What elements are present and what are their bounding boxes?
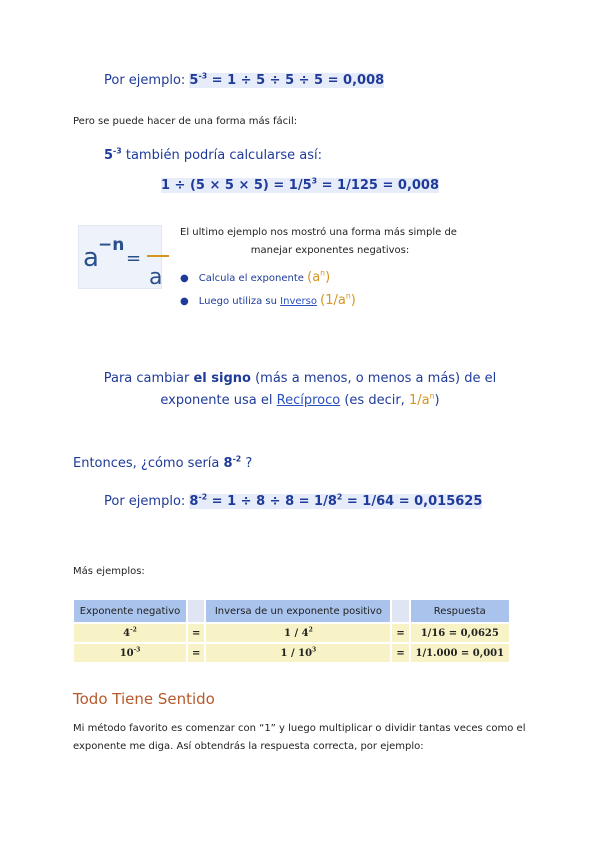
cell-inverse-exp: 3 bbox=[312, 646, 317, 654]
example-3-formula bbox=[189, 494, 482, 509]
question-base: 8 bbox=[223, 456, 233, 471]
example-1-base: 5 bbox=[189, 73, 199, 88]
example-3-label: Por ejemplo: bbox=[104, 494, 186, 509]
formula-image-exp: −n bbox=[98, 235, 125, 255]
cell-eq: = bbox=[188, 624, 204, 642]
formula-image-eq: = bbox=[126, 248, 142, 269]
inverso-link[interactable]: Inverso bbox=[280, 296, 317, 307]
cell-eq: = bbox=[392, 644, 408, 662]
bullet-list bbox=[180, 270, 356, 316]
cell-negative-base: 10 bbox=[119, 647, 134, 659]
cell-eq: = bbox=[392, 624, 408, 642]
bullet-1-paren-open: ( bbox=[307, 270, 313, 285]
example-1-exp: -3 bbox=[198, 71, 208, 81]
example-2-formula-b: = 1/125 = 0,008 bbox=[317, 178, 440, 193]
example-2-formula-exp: 3 bbox=[311, 176, 318, 186]
formula-image-base: a bbox=[83, 243, 99, 273]
cell-inverse-exp: 2 bbox=[308, 626, 313, 634]
bullet-dot-icon: ● bbox=[180, 296, 189, 307]
question-end: ? bbox=[245, 456, 253, 471]
cell-answer: 1/16 = 0,0625 bbox=[411, 624, 509, 642]
bullet-1-text: Calcula el exponente bbox=[198, 273, 304, 284]
example-2-base: 5 bbox=[104, 148, 114, 163]
bullet-2-frac: 1/a bbox=[325, 293, 346, 308]
reciproco-link[interactable]: Recíproco bbox=[276, 393, 341, 408]
note bbox=[180, 224, 480, 260]
examples-table bbox=[72, 598, 511, 664]
bullet-item-1 bbox=[180, 270, 356, 285]
cell-negative bbox=[74, 624, 186, 642]
section-title: Todo Tiene Sentido bbox=[73, 690, 215, 708]
example-2-formula-a: 1 ÷ (5 × 5 × 5) = 1/5 bbox=[160, 178, 312, 193]
example-3-base: 8 bbox=[189, 494, 199, 509]
paragraph: Mi método favorito es comenzar con “1” y luego multiplicar o dividir tantas veces como el exponente me diga. Así obtendrás la respuesta correcta, por ejemplo: bbox=[73, 723, 526, 752]
cell-answer: 1/1.000 = 0,001 bbox=[411, 644, 509, 662]
example-2-text: también podría calcularse así: bbox=[125, 148, 323, 163]
example-2 bbox=[104, 148, 322, 163]
bullet-1-power bbox=[307, 270, 330, 285]
cell-inverse-base: 1 / 10 bbox=[280, 647, 313, 659]
rule-t4: (es decir, bbox=[344, 393, 405, 408]
example-3-mid: = 1 ÷ 8 ÷ 8 = 1/8 bbox=[211, 494, 337, 509]
bullet-1-paren-close: ) bbox=[325, 270, 331, 285]
header-gap bbox=[188, 600, 204, 622]
bullet-2-fraction bbox=[320, 293, 356, 308]
bullet-1-exp: n bbox=[320, 268, 326, 278]
example-2-exp: -3 bbox=[113, 146, 122, 156]
cell-inverse bbox=[206, 644, 390, 662]
rule-text bbox=[100, 368, 500, 412]
cell-inverse-base: 1 / 4 bbox=[284, 627, 309, 639]
header-negative-exponent: Exponente negativo bbox=[74, 600, 186, 622]
rule-t3: exponente usa el bbox=[160, 393, 273, 408]
rule-exp: n bbox=[429, 391, 435, 401]
rule-frac: 1/a bbox=[408, 393, 430, 408]
table-row bbox=[74, 644, 509, 662]
header-inverse: Inversa de un exponente positivo bbox=[206, 600, 390, 622]
example-3 bbox=[104, 494, 482, 509]
bullet-item-2 bbox=[180, 293, 356, 308]
bullet-dot-icon: ● bbox=[180, 273, 189, 284]
question-exp: -2 bbox=[232, 454, 242, 464]
formula-image-svg bbox=[79, 226, 161, 288]
bullet-2-exp: n bbox=[345, 291, 351, 301]
bullet-2-paren-open: ( bbox=[320, 293, 326, 308]
example-1-label: Por ejemplo: bbox=[104, 73, 186, 88]
cell-eq: = bbox=[188, 644, 204, 662]
cell-negative-base: 4 bbox=[123, 627, 131, 639]
table-header-row bbox=[74, 600, 509, 622]
example-2-formula bbox=[0, 178, 600, 193]
bullet-2-paren-close: ) bbox=[350, 293, 356, 308]
example-3-exp2: 2 bbox=[336, 492, 343, 502]
question-text: Entonces, ¿cómo sería bbox=[73, 456, 220, 471]
more-examples-label: Más ejemplos: bbox=[73, 566, 145, 577]
rule-bold: el signo bbox=[193, 371, 251, 386]
formula-image bbox=[78, 225, 162, 289]
header-gap bbox=[392, 600, 408, 622]
rule-t1: Para cambiar bbox=[103, 371, 190, 386]
example-3-end: = 1/64 = 0,015625 bbox=[346, 494, 483, 509]
note-line-2: manejar exponentes negativos: bbox=[250, 245, 410, 256]
question bbox=[73, 456, 252, 471]
example-1 bbox=[104, 73, 384, 88]
header-answer: Respuesta bbox=[411, 600, 509, 622]
cell-negative bbox=[74, 644, 186, 662]
cell-negative-exp: -2 bbox=[130, 626, 137, 634]
rule-t5: ) bbox=[434, 393, 440, 408]
example-1-formula bbox=[189, 73, 384, 88]
example-1-rest: = 1 ÷ 5 ÷ 5 ÷ 5 = 0,008 bbox=[211, 73, 385, 88]
example-2-power bbox=[104, 148, 122, 163]
note-line-1: El ultimo ejemplo nos mostró una forma más simple de bbox=[180, 227, 457, 238]
bullet-2-text: Luego utiliza su bbox=[198, 296, 277, 307]
example-3-exp: -2 bbox=[198, 492, 208, 502]
cell-inverse bbox=[206, 624, 390, 642]
intro-text: Pero se puede hacer de una forma más fácil: bbox=[73, 116, 298, 127]
table-row bbox=[74, 624, 509, 642]
rule-fraction bbox=[409, 393, 435, 408]
rule-t2: (más a menos, o menos a más) de el bbox=[255, 371, 497, 386]
formula-image-denom: a bbox=[149, 265, 163, 290]
bullet-1-base: a bbox=[312, 270, 321, 285]
cell-negative-exp: -3 bbox=[133, 646, 141, 654]
